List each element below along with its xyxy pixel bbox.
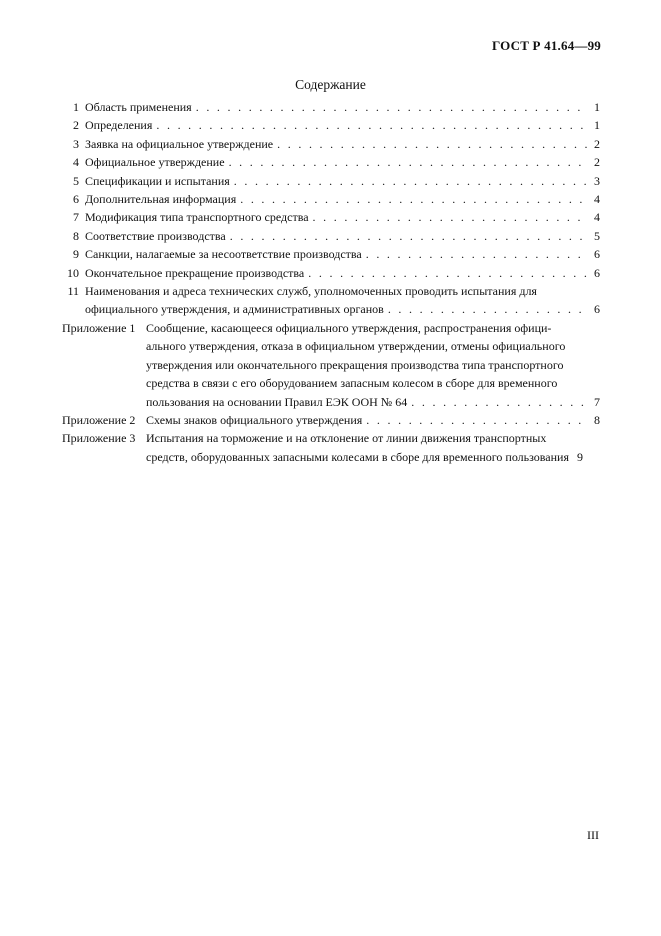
toc-entry-number: 11: [67, 284, 79, 299]
toc-entry-page: 6: [594, 302, 600, 317]
toc-entry-title: Соответствие производства: [85, 228, 226, 243]
appendix-title-line: пользования на основании Правил ЕЭК ООН № 64: [146, 394, 408, 409]
toc-appendix-1[interactable]: [62, 319, 600, 411]
toc-entry-8[interactable]: [62, 227, 600, 245]
appendix-title-line: Схемы знаков официального утверждения: [146, 412, 363, 427]
toc-entry-title: Дополнительная информация: [85, 192, 237, 207]
appendix-title-line: средств, оборудованных запасными колесами в сборе для временного пользования: [146, 449, 569, 464]
toc-appendix-2[interactable]: [62, 411, 600, 429]
dot-leader: [240, 190, 588, 208]
dot-leader: [366, 411, 588, 429]
appendix-label: Приложение 3: [62, 431, 136, 446]
toc-entry-5[interactable]: [62, 172, 600, 190]
toc-entry-title: Санкции, налагаемые за несоответствие производства: [85, 247, 362, 262]
toc-entry-page: 1: [594, 118, 600, 133]
toc-entry-3[interactable]: [62, 135, 600, 153]
toc-entry-4[interactable]: [62, 153, 600, 171]
toc-entry-number: 7: [73, 210, 79, 225]
toc-entry-number: 10: [67, 265, 79, 280]
appendix-title-line: ального утверждения, отказа в официальном утверждении, отмены официального: [146, 339, 566, 354]
toc-entry-6[interactable]: [62, 190, 600, 208]
toc-entry-number: 8: [73, 228, 79, 243]
dot-leader: [156, 116, 588, 134]
toc-entry-9[interactable]: [62, 245, 600, 263]
toc-entry-page: 2: [594, 136, 600, 151]
toc-entry-page: 4: [594, 192, 600, 207]
toc-entry-title: Область применения: [85, 100, 192, 114]
toc-entry-10[interactable]: [62, 264, 600, 282]
toc-entry-1[interactable]: [62, 98, 600, 116]
toc-entry-page: 8: [594, 412, 600, 427]
toc-entry-number: 1: [73, 100, 79, 114]
toc-entry-title: Определения: [85, 118, 153, 133]
toc-entry-number: 6: [73, 192, 79, 207]
appendix-label: Приложение 1: [62, 320, 136, 335]
toc-entry-number: 4: [73, 155, 79, 170]
appendix-label: Приложение 2: [62, 412, 136, 427]
dot-leader: [230, 227, 588, 245]
dot-leader: [388, 300, 588, 318]
toc-entry-number: 9: [73, 247, 79, 262]
dot-leader: [308, 264, 588, 282]
toc-entry-page: 9: [577, 449, 583, 464]
toc-entry-7[interactable]: [62, 208, 600, 226]
toc-entry-page: 6: [594, 265, 600, 280]
dot-leader: [277, 135, 588, 153]
toc-entry-title: Спецификации и испытания: [85, 173, 230, 188]
toc-entry-page: 4: [594, 210, 600, 225]
toc-entry-title: Окончательное прекращение производства: [85, 265, 305, 280]
document-code: ГОСТ Р 41.64—99: [492, 38, 601, 53]
appendix-title-line: Испытания на торможение и на отклонение от линии движения транспортных: [146, 431, 547, 446]
toc-entry-title-line: официального утверждения, и административных органов: [85, 302, 384, 317]
appendix-title-line: утверждения или окончательного прекращения производства типа транспортного: [146, 357, 564, 372]
toc-entry-2[interactable]: [62, 116, 600, 134]
dot-leader: [234, 172, 588, 190]
dot-leader: [229, 153, 588, 171]
appendix-title-line: средства в связи с его оборудованием запасным колесом в сборе для временного: [146, 376, 558, 391]
toc-appendix-3[interactable]: [62, 429, 600, 466]
toc-entry-11[interactable]: [62, 282, 600, 319]
dot-leader: [411, 393, 588, 411]
page-number: III: [587, 828, 599, 842]
toc-entry-number: 3: [73, 136, 79, 151]
toc-entry-page: 3: [594, 173, 600, 188]
dot-leader: [313, 208, 588, 226]
toc-entry-title: Заявка на официальное утверждение: [85, 136, 274, 151]
dot-leader: [366, 245, 588, 263]
dot-leader: [196, 98, 588, 116]
toc-title: Содержание: [295, 77, 366, 92]
toc-entry-page: 2: [594, 155, 600, 170]
toc-entry-number: 5: [73, 173, 79, 188]
toc-entry-page: 7: [594, 394, 600, 409]
appendix-title-line: Сообщение, касающееся официального утверждения, распространения офици-: [146, 320, 552, 335]
toc-entry-page: 1: [594, 100, 600, 114]
toc-entry-number: 2: [73, 118, 79, 133]
toc-entry-page: 6: [594, 247, 600, 262]
toc-entry-page: 5: [594, 228, 600, 243]
toc-entry-title: Модификация типа транспортного средства: [85, 210, 309, 225]
toc-entry-title-line: Наименования и адреса технических служб, уполномоченных проводить испытания для: [85, 284, 537, 299]
toc-entry-title: Официальное утверждение: [85, 155, 225, 170]
table-of-contents: [62, 98, 600, 466]
